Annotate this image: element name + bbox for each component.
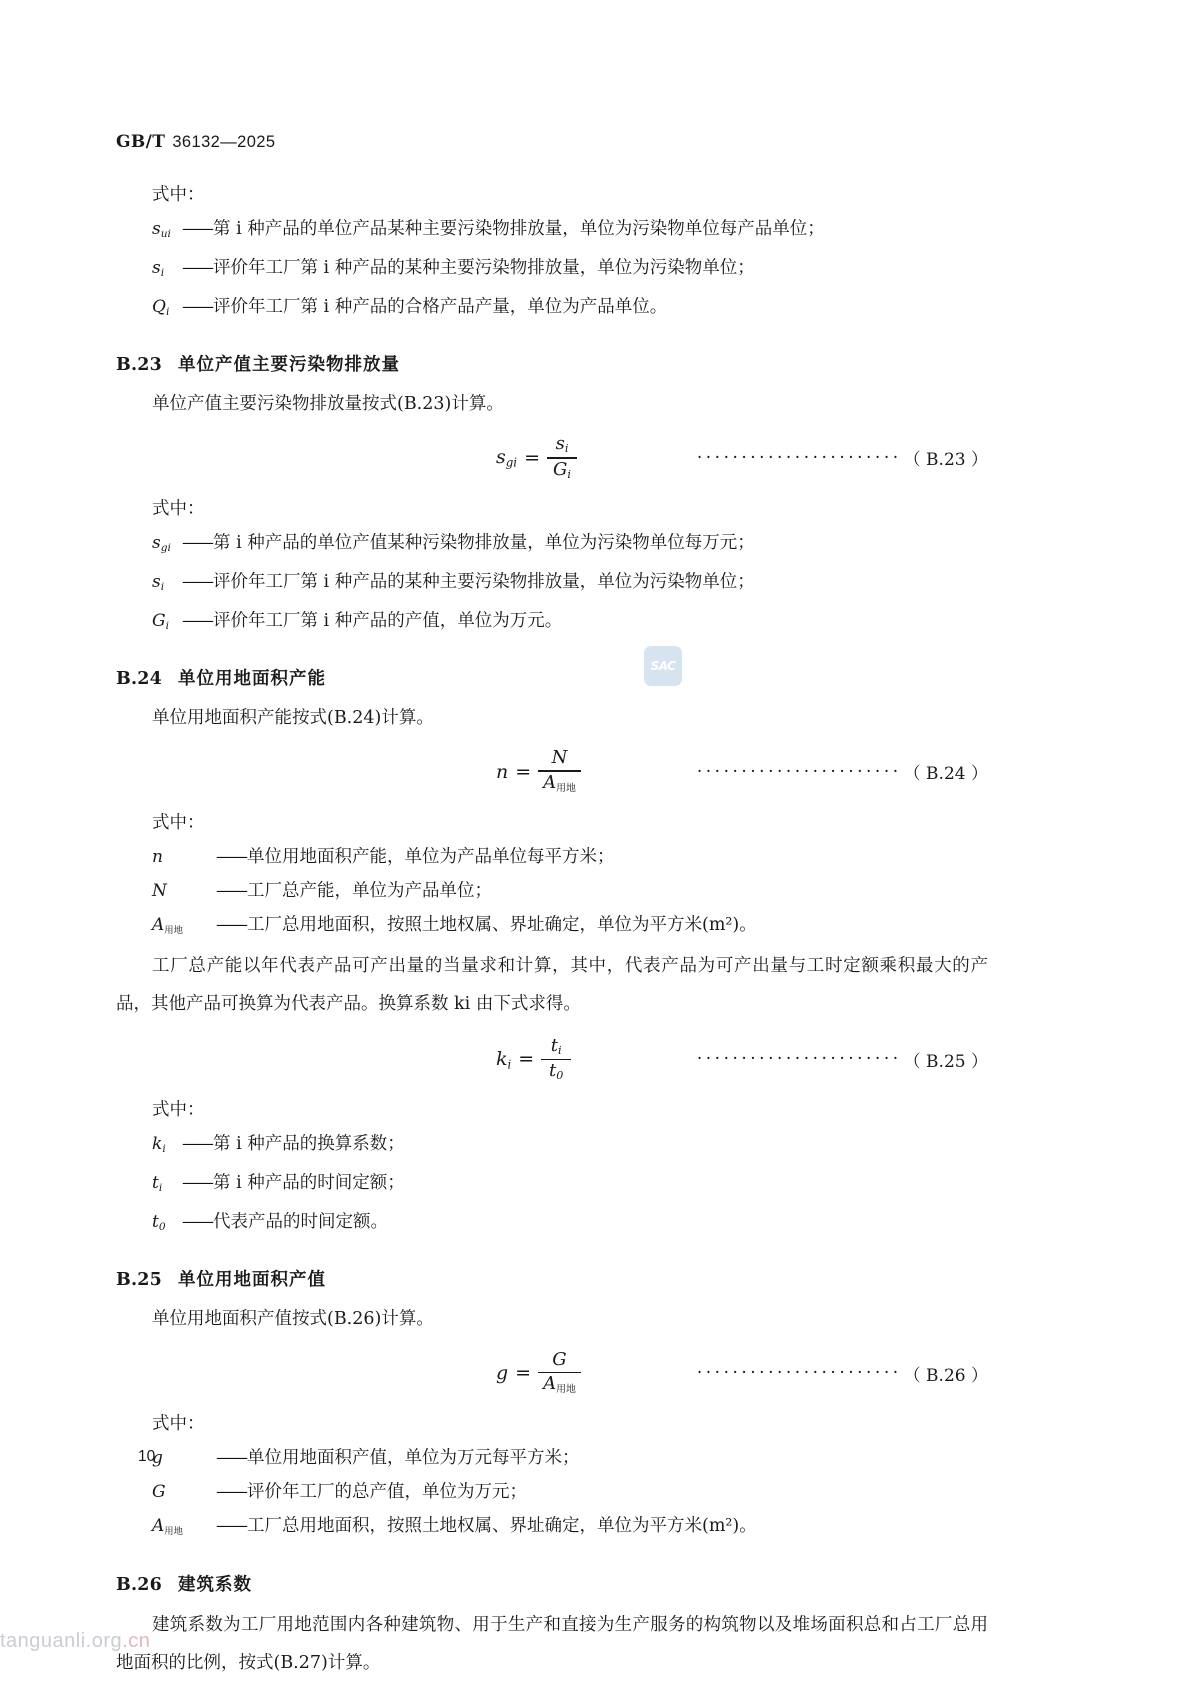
- definition-list-b23: [116, 526, 988, 643]
- shizhong-label-b25: 式中：: [152, 1100, 205, 1121]
- page-content: [116, 178, 988, 1682]
- symbol: $s_i$: [152, 257, 165, 279]
- definition-dash: ——: [216, 880, 246, 901]
- definition-item: [116, 212, 988, 251]
- definition-dash: ——: [216, 1516, 246, 1537]
- formula-lhs: $s_{gi}$: [496, 446, 518, 470]
- fraction: [541, 1034, 571, 1083]
- definition-text: 第 i 种产品的单位产值某种污染物排放量，单位为污染物单位每万元；: [213, 532, 755, 553]
- sac-watermark-icon: SAC: [644, 646, 682, 686]
- dot-leader: ·······················: [696, 447, 902, 468]
- definition-dash: ——: [182, 571, 212, 592]
- body-paragraph-b24: 工厂总产能以年代表产品可产出量的当量求和计算，其中，代表产品为可产出量与工时定额乘积最大的产品，其他产品可换算为代表产品。换算系数 ki 由下式求得。: [116, 956, 988, 1015]
- denominator: $A_{用地}$: [543, 1373, 576, 1396]
- section-heading-b25: [116, 1244, 988, 1301]
- denominator: $t_0$: [549, 1060, 564, 1083]
- equation-number-b26: [697, 1343, 988, 1403]
- definition-item: [116, 1127, 988, 1166]
- definition-item: [116, 908, 988, 948]
- definition-list: [116, 212, 988, 329]
- site-watermark: [0, 1630, 150, 1653]
- site-watermark-tld: .cn: [122, 1630, 151, 1652]
- numerator: $s_i$: [555, 433, 569, 456]
- symbol: $G_i$: [152, 610, 169, 632]
- definition-item: [116, 526, 988, 565]
- definition-item: [116, 604, 988, 643]
- definition-dash: ——: [182, 1134, 212, 1155]
- symbol: $A_{用地}$: [152, 914, 183, 936]
- standard-prefix: GB/T: [116, 132, 166, 152]
- definition-item: [116, 290, 988, 329]
- formula-expression: [496, 742, 581, 802]
- definition-item: [116, 1166, 988, 1205]
- definition-text: 工厂总用地面积，按照土地权属、界址确定，单位为平方米(m²)。: [247, 1516, 757, 1537]
- section-number: B.24: [116, 668, 163, 689]
- symbol: $Q_i$: [152, 296, 170, 318]
- equals-sign: =: [524, 446, 540, 469]
- standard-number: 36132—2025: [172, 133, 276, 151]
- definition-dash: ——: [216, 1448, 246, 1469]
- symbol: $s_{gi}$: [152, 532, 171, 554]
- numerator: G: [552, 1348, 567, 1370]
- formula-b25: [116, 1029, 988, 1089]
- definition-text: 评价年工厂第 i 种产品的某种主要污染物排放量，单位为污染物单位；: [213, 571, 755, 592]
- definition-dash: ——: [216, 1482, 246, 1503]
- definition-dash: ——: [182, 532, 212, 553]
- dot-leader: ·······················: [696, 1049, 902, 1070]
- formula-b24: [116, 742, 988, 802]
- formula-lhs: g: [496, 1362, 509, 1385]
- definition-text: 代表产品的时间定额。: [213, 1212, 388, 1233]
- symbol: $t_0$: [152, 1212, 166, 1234]
- definition-block-b22: [116, 178, 988, 329]
- equation-number-b23: [697, 428, 988, 488]
- symbol: $t_i$: [152, 1173, 163, 1195]
- denominator: $G_i$: [553, 458, 571, 481]
- numerator: $t_i$: [550, 1034, 562, 1058]
- formula-b23: [116, 428, 988, 488]
- section-heading-b24: [116, 643, 988, 700]
- symbol: $k_i$: [152, 1134, 166, 1156]
- equation-label: （ B.26 ）: [903, 1365, 988, 1386]
- running-header: [116, 132, 275, 152]
- formula-expression: [496, 428, 577, 488]
- section-number: B.26: [116, 1575, 163, 1596]
- formula-b26: [116, 1343, 988, 1403]
- definition-item: [116, 1441, 988, 1475]
- shizhong-label-b24: 式中：: [152, 812, 205, 833]
- equals-sign: =: [518, 1048, 535, 1071]
- definition-item: [116, 251, 988, 290]
- shizhong-label-b23: 式中：: [152, 498, 205, 519]
- fraction: [547, 435, 577, 480]
- formula-expression: [496, 1343, 581, 1403]
- definition-dash: ——: [182, 1173, 212, 1194]
- fraction: [538, 749, 581, 794]
- definition-list-b24: [116, 840, 988, 948]
- definition-text: 第 i 种产品的时间定额；: [213, 1173, 405, 1194]
- symbol: $s_i$: [152, 571, 165, 593]
- symbol: N: [152, 880, 167, 901]
- definition-dash: ——: [182, 296, 212, 317]
- definition-dash: ——: [216, 846, 246, 867]
- formula-lhs: n: [496, 760, 509, 783]
- definition-text: 评价年工厂第 i 种产品的某种主要污染物排放量，单位为污染物单位；: [213, 257, 755, 278]
- definition-item: [116, 840, 988, 874]
- definition-dash: ——: [182, 219, 212, 239]
- fraction: [538, 1348, 581, 1396]
- body-paragraph-b26: 建筑系数为工厂用地范围内各种建筑物、用于生产和直接为生产服务的构筑物以及堆场面积总和占工厂总用地面积的比例，按式(B.27)计算。: [116, 1615, 988, 1674]
- definition-dash: ——: [182, 610, 212, 631]
- definition-item: [116, 1475, 988, 1509]
- formula-expression: [496, 1029, 571, 1089]
- symbol: $A_{用地}$: [152, 1516, 183, 1538]
- definition-item: [116, 1205, 988, 1244]
- symbol: g: [152, 1448, 163, 1469]
- definition-text: 评价年工厂第 i 种产品的合格产品产量，单位为产品单位。: [213, 296, 668, 317]
- definition-text: 评价年工厂的总产值，单位为万元；: [247, 1482, 527, 1503]
- page-number: 10: [138, 1448, 156, 1465]
- section-title: 单位用地面积产值: [178, 1270, 327, 1291]
- definition-text: 工厂总产能，单位为产品单位；: [247, 880, 492, 901]
- definition-list-b25: [116, 1127, 988, 1244]
- section-intro-b23: 单位产值主要污染物排放量按式(B.23)计算。: [152, 393, 504, 414]
- symbol: $s_{ui}$: [152, 219, 171, 240]
- equation-label: （ B.23 ）: [903, 450, 988, 471]
- definition-text: 第 i 种产品的单位产品某种主要污染物排放量，单位为污染物单位每产品单位；: [213, 219, 825, 239]
- equation-number-b24: [697, 742, 988, 802]
- definition-dash: ——: [216, 914, 246, 935]
- equals-sign: =: [515, 760, 532, 783]
- section-intro-b25: 单位用地面积产值按式(B.26)计算。: [152, 1309, 434, 1330]
- definition-item: [116, 874, 988, 908]
- equals-sign: =: [515, 1362, 532, 1385]
- shizhong-label-b26: 式中：: [152, 1414, 205, 1435]
- formula-lhs: $k_i$: [496, 1047, 512, 1072]
- definition-text: 单位用地面积产值，单位为万元每平方米；: [247, 1448, 580, 1469]
- shizhong-label: 式中：: [152, 185, 205, 205]
- definition-list-b26: [116, 1441, 988, 1549]
- definition-text: 单位用地面积产能，单位为产品单位每平方米；: [247, 846, 615, 867]
- section-title: 单位产值主要污染物排放量: [178, 354, 401, 375]
- definition-item: [116, 565, 988, 604]
- definition-dash: ——: [182, 257, 212, 278]
- section-heading-b23: [116, 329, 988, 386]
- definition-dash: ——: [182, 1212, 212, 1233]
- equation-label: （ B.24 ）: [903, 764, 988, 785]
- equation-label: （ B.25 ）: [903, 1051, 988, 1072]
- section-number: B.25: [116, 1270, 163, 1291]
- site-watermark-main: tanguanli.org: [0, 1630, 123, 1652]
- dot-leader: ·······················: [696, 761, 902, 782]
- dot-leader: ·······················: [696, 1363, 902, 1384]
- definition-text: 第 i 种产品的换算系数；: [213, 1134, 405, 1155]
- definition-text: 评价年工厂第 i 种产品的产值，单位为万元。: [213, 610, 563, 631]
- numerator: N: [551, 747, 568, 769]
- section-title: 单位用地面积产能: [178, 668, 327, 689]
- equation-number-b25: [697, 1029, 988, 1089]
- symbol: G: [152, 1482, 166, 1503]
- definition-item: [116, 1509, 988, 1549]
- section-heading-b26: [116, 1549, 988, 1606]
- section-number: B.23: [116, 354, 163, 375]
- section-title: 建筑系数: [178, 1575, 253, 1596]
- definition-text: 工厂总用地面积，按照土地权属、界址确定，单位为平方米(m²)。: [247, 914, 757, 935]
- denominator: $A_{用地}$: [543, 771, 576, 794]
- section-intro-b24: 单位用地面积产能按式(B.24)计算。: [152, 707, 434, 728]
- symbol: n: [152, 846, 163, 867]
